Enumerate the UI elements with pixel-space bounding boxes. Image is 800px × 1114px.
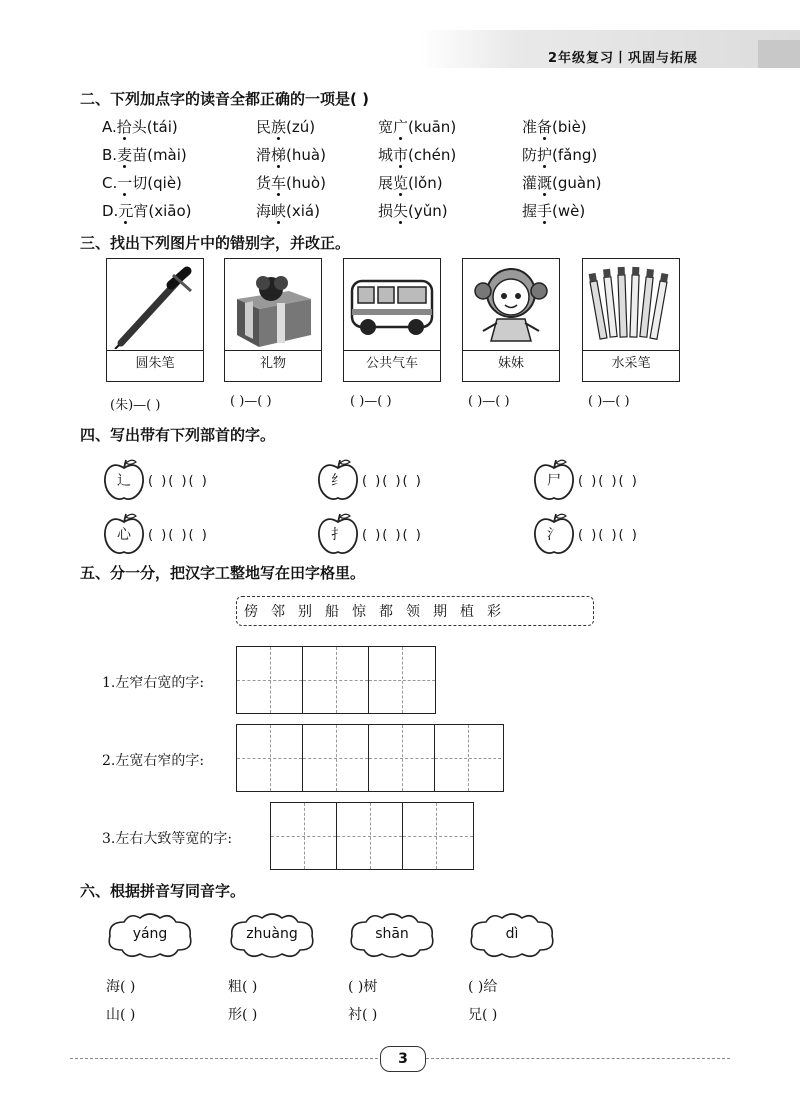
bus-icon xyxy=(348,263,436,349)
option-word: B.麦苗(mài) xyxy=(102,146,187,164)
gift-icon xyxy=(229,263,317,349)
apple-icon xyxy=(316,458,360,502)
option-word: 防护(fǎng) xyxy=(522,146,598,164)
picture-label: 妹妹 xyxy=(463,350,559,377)
girl-icon xyxy=(467,263,555,349)
radical-answer-blanks[interactable]: ( )( )( ) xyxy=(148,474,209,489)
pinyin: dì xyxy=(505,926,519,942)
apple-icon xyxy=(102,458,146,502)
option-word: 宽广(kuān) xyxy=(378,118,457,136)
tian-grid-2[interactable] xyxy=(236,724,504,792)
header-text: 2年级复习丨巩固与拓展 xyxy=(548,51,699,66)
option-label: B. xyxy=(102,146,118,164)
option-word: C.一切(qiè) xyxy=(102,174,182,192)
correction-blank[interactable]: (朱)—( ) xyxy=(110,398,161,413)
word-bank: 傍邻别船惊都领期植彩 xyxy=(244,604,514,620)
section-5-title: 五、分一分，把汉字工整地写在田字格里。 xyxy=(80,564,366,582)
picture-label: 公共气车 xyxy=(344,350,440,377)
radical: 纟 xyxy=(331,473,345,489)
footer-divider-right xyxy=(426,1058,730,1059)
option-word: 海峡(xiá) xyxy=(256,202,320,220)
option-label: D. xyxy=(102,202,119,220)
picture-card-gift xyxy=(224,258,322,382)
homophone-blank[interactable]: 兄( ) xyxy=(468,1007,498,1023)
radical-answer-blanks[interactable]: ( )( )( ) xyxy=(148,528,209,543)
option-word: A.拾头(tái) xyxy=(102,118,178,136)
markers-icon xyxy=(587,263,675,349)
pinyin: zhuàng xyxy=(246,926,298,942)
radical: 辶 xyxy=(117,473,131,489)
radical: 扌 xyxy=(331,527,345,543)
homophone-blank[interactable]: ( )树 xyxy=(348,979,378,995)
radical-answer-blanks[interactable]: ( )( )( ) xyxy=(362,474,423,489)
apple-icon xyxy=(532,458,576,502)
option-word: 损失(yǔn) xyxy=(378,202,448,220)
correction-blank[interactable]: ( )—( ) xyxy=(588,394,630,409)
picture-label: 水采笔 xyxy=(583,350,679,377)
option-word: 货车(huò) xyxy=(256,174,326,192)
option-word: 滑梯(huà) xyxy=(256,146,326,164)
option-word: 民族(zú) xyxy=(256,118,316,136)
radical-answer-blanks[interactable]: ( )( )( ) xyxy=(578,528,639,543)
header-tab xyxy=(758,40,800,68)
radical-answer-blanks[interactable]: ( )( )( ) xyxy=(362,528,423,543)
grid-label-wide-left: 2.左宽右窄的字: xyxy=(102,753,205,769)
tian-grid-3[interactable] xyxy=(270,802,474,870)
homophone-blank[interactable]: 粗( ) xyxy=(228,979,258,995)
correction-blank[interactable]: ( )—( ) xyxy=(230,394,272,409)
tian-grid-1[interactable] xyxy=(236,646,436,714)
page-number: 3 xyxy=(380,1046,426,1072)
homophone-blank[interactable]: 海( ) xyxy=(106,979,136,995)
homophone-blank[interactable]: 形( ) xyxy=(228,1007,258,1023)
option-word: D.元宵(xiāo) xyxy=(102,202,192,220)
grid-label-narrow-left: 1.左窄右宽的字: xyxy=(102,675,205,691)
option-word: 展览(lǒn) xyxy=(378,174,443,192)
section-6-title: 六、根据拼音写同音字。 xyxy=(80,882,246,900)
option-label: A. xyxy=(102,118,117,136)
picture-label: 礼物 xyxy=(225,350,321,377)
radical: 心 xyxy=(117,527,131,543)
section-2-title: 二、下列加点字的读音全都正确的一项是( ) xyxy=(80,90,369,108)
pinyin: yáng xyxy=(132,926,168,942)
cloud-icon xyxy=(466,910,558,960)
picture-card-girl xyxy=(462,258,560,382)
homophone-blank[interactable]: ( )给 xyxy=(468,979,498,995)
apple-icon xyxy=(532,512,576,556)
grid-label-equal-width: 3.左右大致等宽的字: xyxy=(102,831,233,847)
homophone-blank[interactable]: 山( ) xyxy=(106,1007,136,1023)
option-word: 城市(chén) xyxy=(378,146,457,164)
option-word: 灌溉(guàn) xyxy=(522,174,602,192)
picture-card-bus xyxy=(343,258,441,382)
homophone-blank[interactable]: 衬( ) xyxy=(348,1007,378,1023)
apple-icon xyxy=(316,512,360,556)
footer-divider-left xyxy=(70,1058,378,1059)
section-3-title: 三、找出下列图片中的错别字，并改正。 xyxy=(80,234,351,252)
correction-blank[interactable]: ( )—( ) xyxy=(350,394,392,409)
option-label: C. xyxy=(102,174,118,192)
radical: 尸 xyxy=(547,473,561,489)
cloud-icon xyxy=(104,910,196,960)
pinyin: shān xyxy=(375,926,409,942)
radical-answer-blanks[interactable]: ( )( )( ) xyxy=(578,474,639,489)
cloud-icon xyxy=(346,910,438,960)
picture-card-markers xyxy=(582,258,680,382)
cloud-icon xyxy=(226,910,318,960)
option-word: 握手(wè) xyxy=(522,202,586,220)
section-4-title: 四、写出带有下列部首的字。 xyxy=(80,426,276,444)
correction-blank[interactable]: ( )—( ) xyxy=(468,394,510,409)
radical: 氵 xyxy=(547,527,561,543)
option-word: 准备(biè) xyxy=(522,118,587,136)
pen-icon xyxy=(111,263,199,349)
apple-icon xyxy=(102,512,146,556)
picture-label: 圆朱笔 xyxy=(107,350,203,377)
picture-card-pen xyxy=(106,258,204,382)
